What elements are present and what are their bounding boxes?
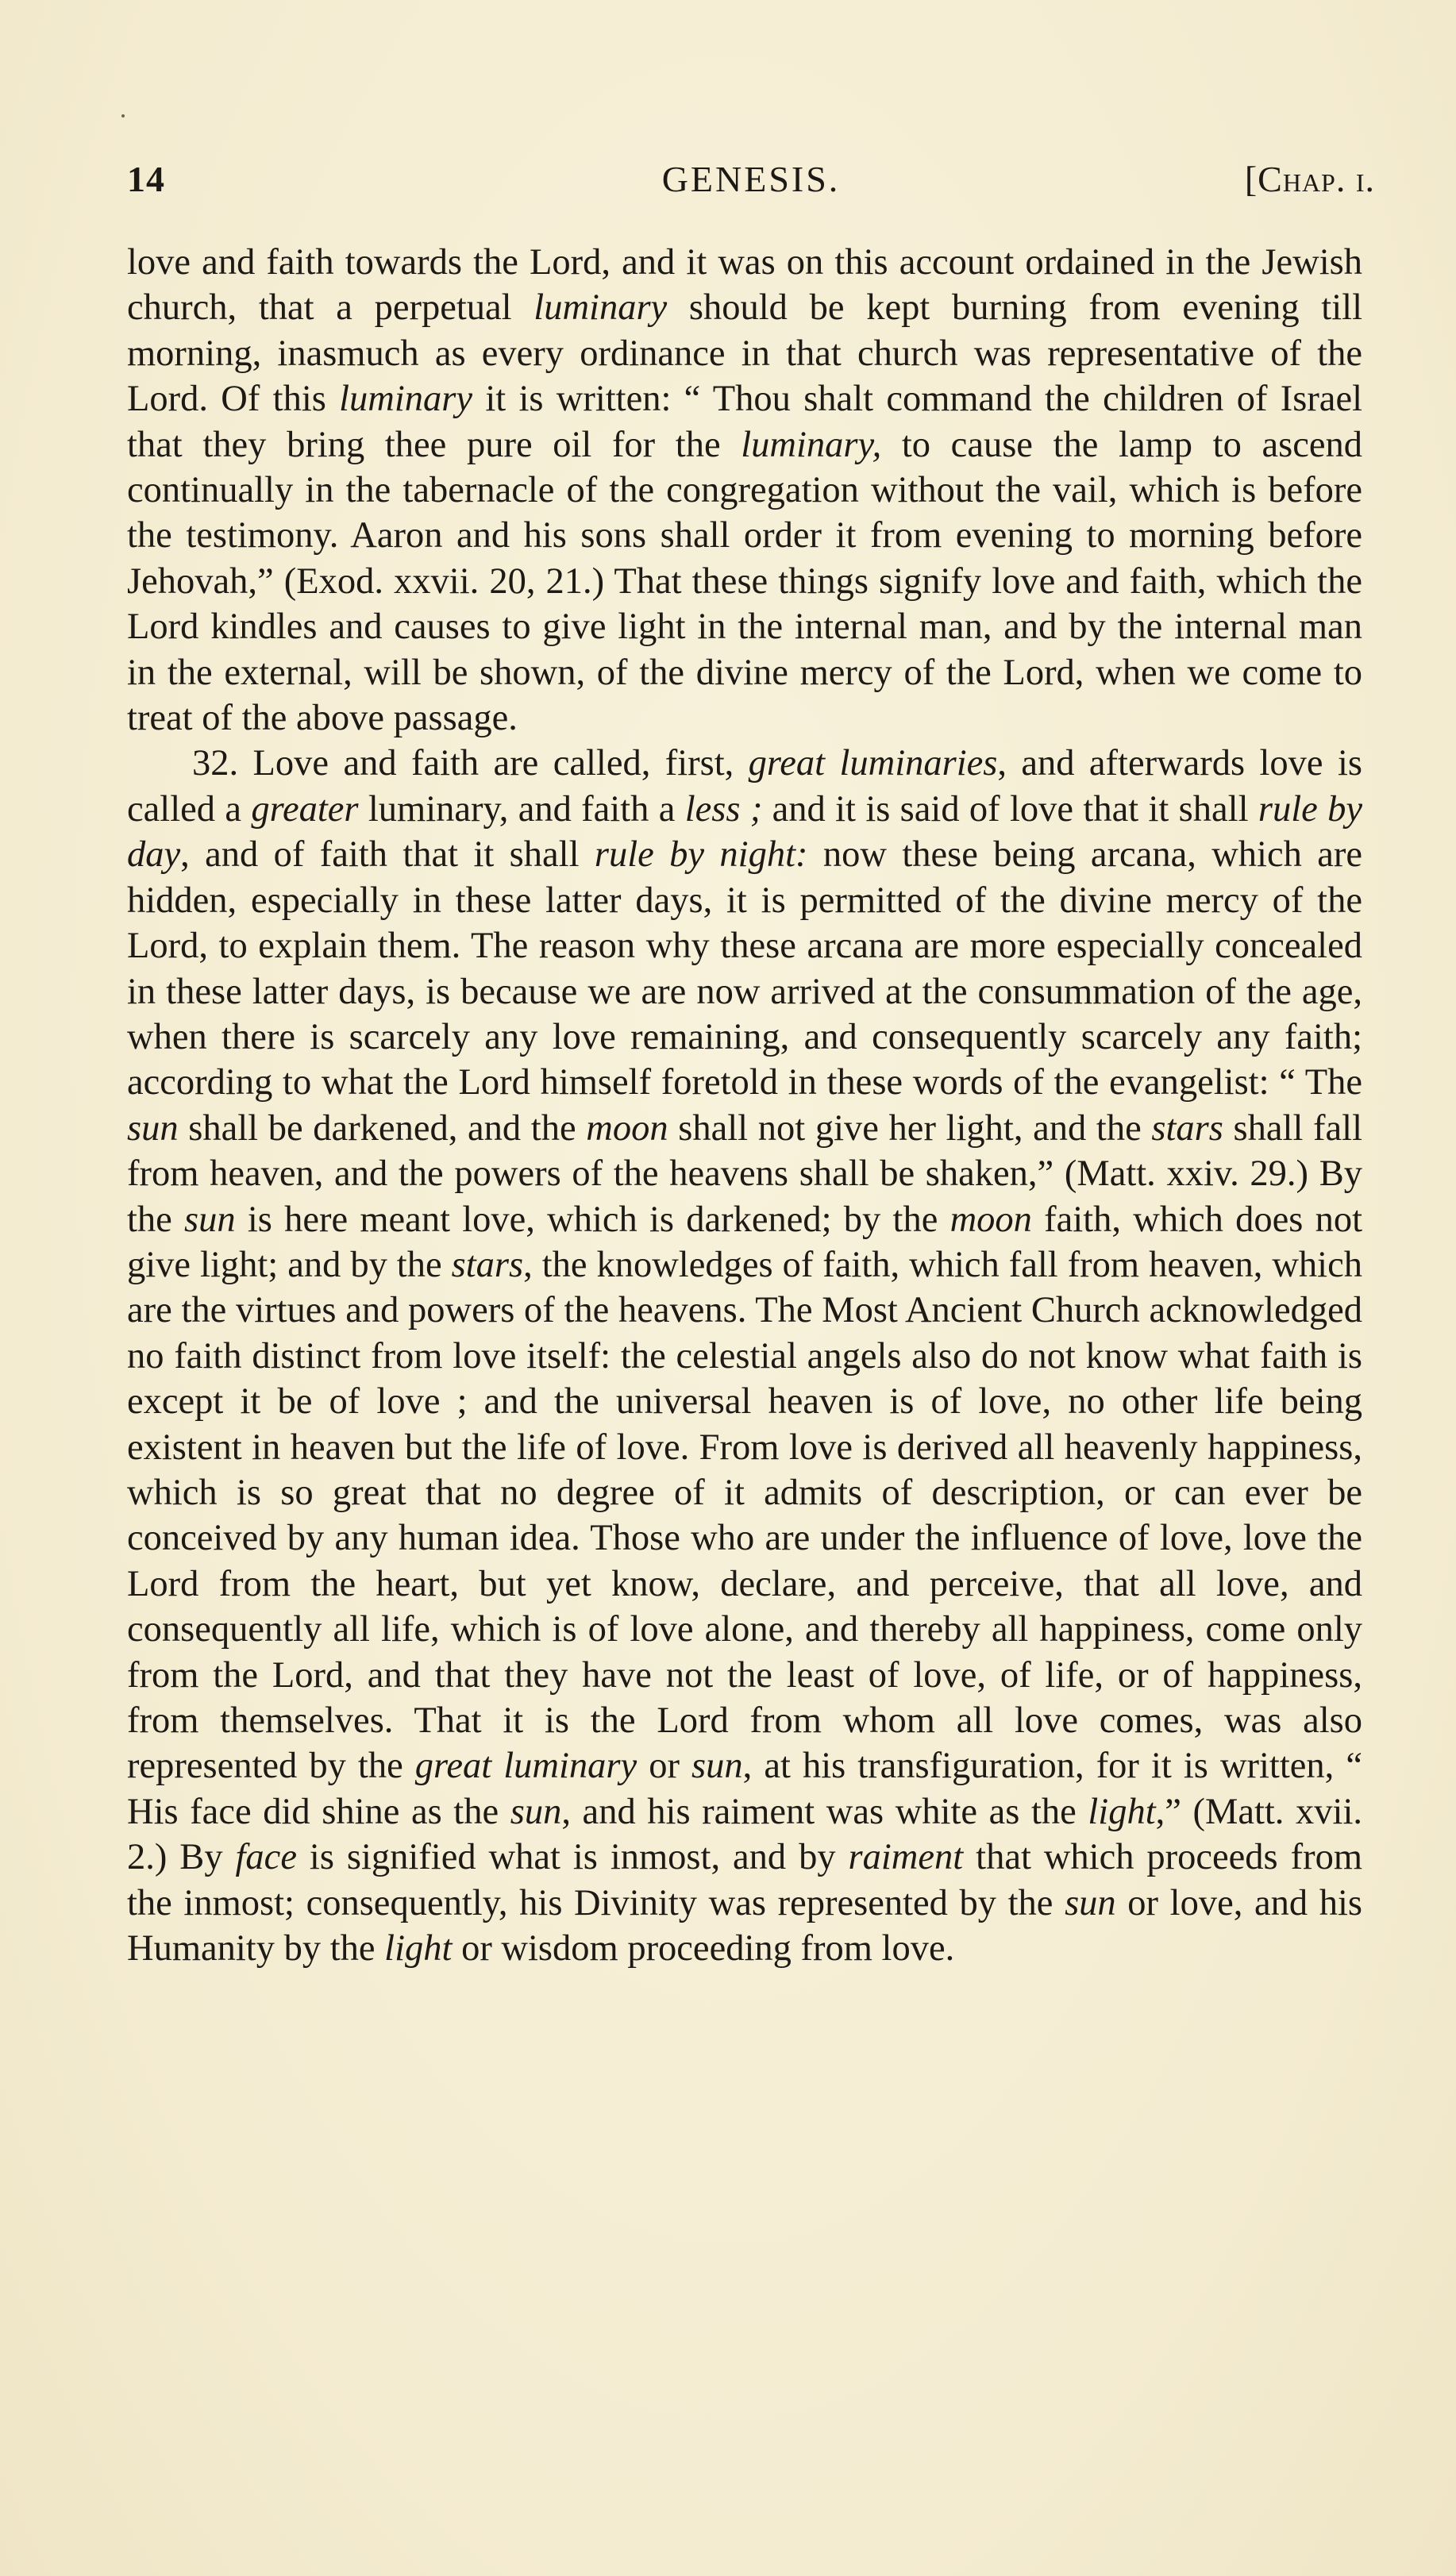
text-run: should be kept burning from evening till morning, inasmuch as every ordinance in that church was representative of the Lord. Of this [127, 287, 1362, 420]
text-run: it is written: “ Thou shalt command the children of Israel that they bring thee pure oil for the [127, 379, 1362, 465]
italic-term: rule by night: [594, 834, 808, 876]
text-run: , and of faith that it shall [180, 834, 595, 876]
text-run: faith, which does not give light; and by the [127, 1199, 1362, 1285]
italic-term: rule by day [127, 788, 1362, 876]
italic-term: sun [1065, 1882, 1116, 1923]
italic-term: great luminaries [748, 743, 998, 784]
italic-term: stars [451, 1244, 524, 1285]
text-run: and it is said of love that it shall [762, 788, 1258, 830]
italic-term: face [235, 1837, 297, 1878]
italic-term: moon [586, 1107, 668, 1149]
italic-term: great luminary [414, 1746, 637, 1787]
paragraph-continuation [127, 240, 1362, 741]
text-run: ,” (Matt. xvii. 2.) By [127, 1791, 1362, 1878]
italic-term: less ; [684, 788, 763, 830]
paragraph-32 [127, 741, 1362, 1971]
italic-term: raiment [848, 1837, 964, 1878]
text-run: , the knowledges of faith, which fall from heaven, which are the virtues and powers of the heavens. The Most Ancient Church acknowledged no faith distinct from love itself: the celestial angels also do not know what faith is except it be of love ; and the universal heaven is of love, no other life being existent in heaven but the life of love. From love is derived all heavenly happiness, which is so great that no degree of it admits of description, or can ever be conceived by any human idea. Those who are under the influence of love, love the Lord from the heart, but yet know, declare, and perceive, that all love, and consequently all life, which is of love alone, and thereby all happiness, come only from the Lord, and that they have not the least of love, of life, or of happiness, from themselves. That it is the Lord from whom all love comes, was also represented by the [127, 1244, 1362, 1787]
italic-term: greater [251, 788, 359, 830]
italic-term: light [384, 1928, 453, 1970]
italic-term: sun [184, 1199, 236, 1240]
text-run: 32. Love and faith are called, first, [192, 743, 749, 784]
italic-term: light [1088, 1791, 1156, 1832]
italic-term: sun [510, 1791, 562, 1832]
running-head [127, 156, 1375, 203]
text-run: that which proceeds from the inmost; consequently, his Divinity was represented by the [127, 1837, 1362, 1923]
text-run: shall be darkened, and the [178, 1107, 587, 1149]
text-run: is here meant love, which is darkened; by the [235, 1199, 950, 1240]
body-text [127, 240, 1362, 1971]
text-run: is signified what is inmost, and by [296, 1837, 849, 1878]
page-number: 14 [127, 159, 165, 199]
italic-term: luminary [339, 379, 473, 420]
text-run: , and his raiment was white as the [561, 1791, 1088, 1832]
text-run: or [637, 1746, 692, 1787]
text-run: luminary, and faith a [358, 788, 685, 830]
italic-term: luminary [533, 287, 668, 329]
italic-term: luminary, [741, 424, 882, 465]
text-run: , at his transfiguration, for it is written, “ His face did shine as the [127, 1746, 1362, 1832]
page-speck [121, 114, 125, 117]
text-run: or love, and his Humanity by the [127, 1882, 1362, 1970]
italic-term: moon [949, 1199, 1032, 1240]
text-run: to cause the lamp to ascend continually in the tabernacle of the congregation without the vail, which is before the testimony. Aaron and his sons shall order it from evening to morning before Jehovah,” (Exod. xxvii. 20, 21.) That these things signify love and faith, which the Lord kindles and causes to give light in the internal man, and by the internal man in the external, will be shown, of the divine mercy of the Lord, when we come to treat of the above passage. [127, 424, 1362, 739]
italic-term: sun [691, 1746, 743, 1787]
text-run: , and afterwards love is called a [127, 743, 1362, 830]
italic-term: stars [1151, 1107, 1223, 1149]
chapter-label: [Chap. i. [1244, 159, 1375, 199]
running-title: GENESIS. [661, 159, 841, 199]
text-run: love and faith towards the Lord, and it was on this account ordained in the Jewish church, that a perpetual [127, 242, 1362, 329]
text-run: or wisdom proceeding from love. [452, 1928, 955, 1970]
text-run: shall not give her light, and the [668, 1107, 1152, 1149]
text-run: now these being arcana, which are hidden, especially in these latter days, it is permitted of the divine mercy of the Lord, to explain them. The reason why these arcana are more especially concealed in these latter days, is because we are now arrived at the consummation of the age, when there is scarcely any love remaining, and consequently scarcely any faith; according to what the Lord himself foretold in these words of the evangelist: “ The [127, 834, 1362, 1103]
italic-term: sun [127, 1107, 179, 1149]
text-run: shall fall from heaven, and the powers of the heavens shall be shaken,” (Matt. xxiv. 29.) By the [127, 1107, 1362, 1240]
